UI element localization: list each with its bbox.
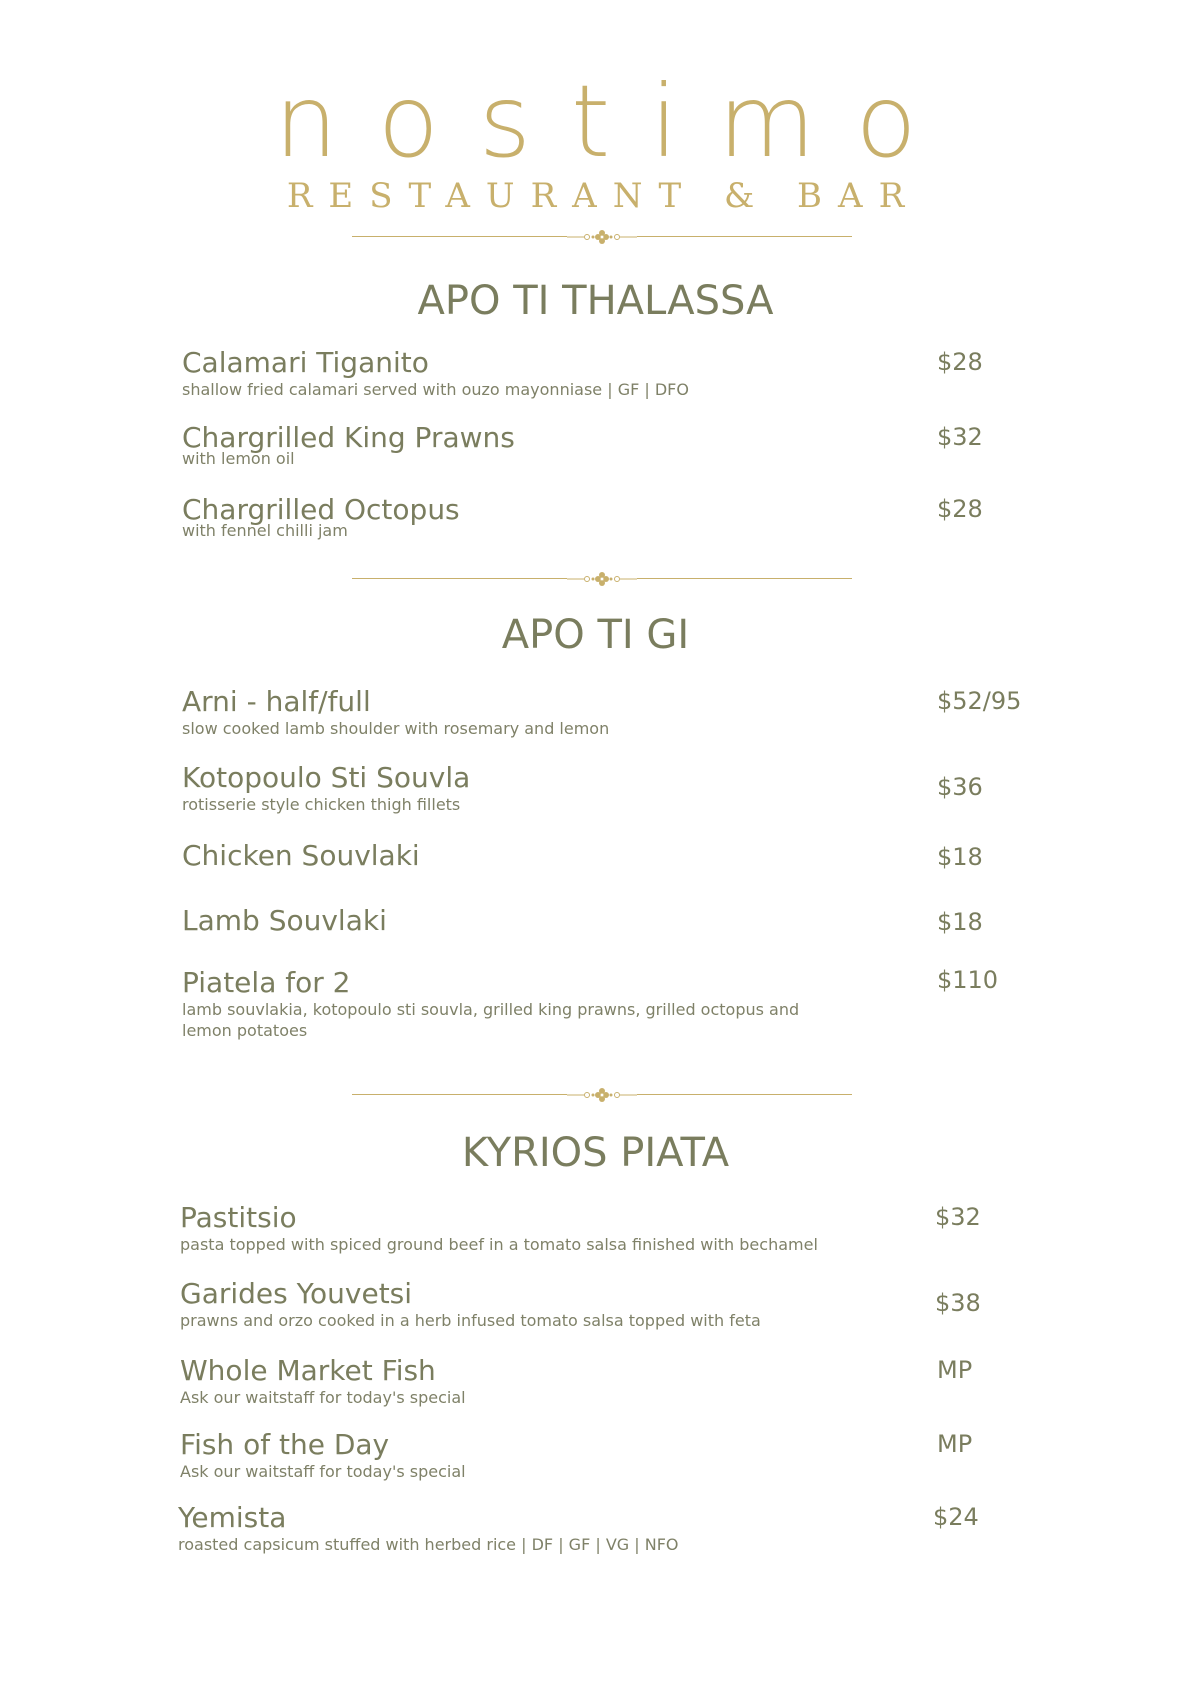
- menu-item: [182, 905, 1062, 937]
- item-name: Fish of the Day: [180, 1428, 390, 1461]
- section-title: KYRIOS PIATA: [461, 1130, 730, 1176]
- flourish-icon: [567, 229, 637, 245]
- item-description: Ask our waitstaff for today's special: [180, 1388, 466, 1407]
- item-name: Chicken Souvlaki: [182, 839, 420, 872]
- item-name: Yemista: [178, 1501, 287, 1534]
- item-price: $52/95: [937, 687, 1022, 715]
- item-price: $32: [935, 1203, 981, 1231]
- item-price: $28: [937, 348, 983, 376]
- menu-item: [182, 494, 1062, 541]
- menu-item: [180, 1429, 1060, 1482]
- item-name: Piatela for 2: [182, 966, 351, 999]
- item-price: $110: [937, 966, 999, 994]
- menu-item: [182, 762, 1062, 815]
- menu-item: [180, 1202, 1060, 1255]
- brand-subtitle: RESTAURANT & BAR: [286, 176, 921, 216]
- item-name: Pastitsio: [180, 1201, 297, 1234]
- menu-item: [178, 1502, 1058, 1555]
- item-price: $18: [937, 843, 983, 871]
- item-name: Garides Youvetsi: [180, 1277, 413, 1310]
- menu-item: [182, 347, 1062, 400]
- item-description: rotisserie style chicken thigh fillets: [182, 795, 461, 814]
- item-description: with lemon oil: [182, 449, 295, 468]
- menu-item: [180, 1355, 1060, 1408]
- item-price: $38: [935, 1289, 981, 1317]
- menu-item: [182, 840, 1062, 872]
- menu-item: [182, 686, 1062, 739]
- ornament-divider: [352, 229, 852, 245]
- item-price: $28: [937, 495, 983, 523]
- item-name: Chargrilled Octopus: [182, 493, 460, 526]
- item-name: Arni - half/full: [182, 685, 371, 718]
- flourish-icon: [567, 1087, 637, 1103]
- item-description: pasta topped with spiced ground beef in a tomato salsa finished with bechamel: [180, 1235, 818, 1254]
- item-name: Calamari Tiganito: [182, 346, 429, 379]
- flourish-icon: [567, 571, 637, 587]
- ornament-divider: [352, 571, 852, 587]
- item-description: shallow fried calamari served with ouzo mayonniase | GF | DFO: [182, 380, 689, 399]
- section-title: APO TI GI: [501, 612, 690, 658]
- item-price: MP: [937, 1430, 973, 1458]
- item-name: Whole Market Fish: [180, 1354, 436, 1387]
- item-name: Kotopoulo Sti Souvla: [182, 761, 471, 794]
- item-description: slow cooked lamb shoulder with rosemary and lemon: [182, 719, 610, 738]
- brand-name: nostimo: [274, 63, 957, 180]
- menu-item: [182, 422, 1062, 469]
- item-description: lamb souvlakia, kotopoulo sti souvla, grilled king prawns, grilled octopus and lemon potatoes: [182, 1000, 800, 1040]
- item-price: $32: [937, 423, 983, 451]
- ornament-divider: [352, 1087, 852, 1103]
- item-name: Lamb Souvlaki: [182, 904, 387, 937]
- item-price: $18: [937, 908, 983, 936]
- item-description: Ask our waitstaff for today's special: [180, 1462, 466, 1481]
- item-price: MP: [937, 1356, 973, 1384]
- item-description: prawns and orzo cooked in a herb infused tomato salsa topped with feta: [180, 1311, 761, 1330]
- item-name: Chargrilled King Prawns: [182, 421, 515, 454]
- brand-logo: [0, 63, 1191, 216]
- item-price: $36: [937, 773, 983, 801]
- section-title: APO TI THALASSA: [417, 278, 774, 324]
- menu-item: [180, 1278, 1060, 1331]
- item-description: roasted capsicum stuffed with herbed rice | DF | GF | VG | NFO: [178, 1535, 679, 1554]
- item-price: $24: [933, 1503, 979, 1531]
- menu-item: [182, 967, 1062, 1041]
- item-description: with fennel chilli jam: [182, 521, 348, 540]
